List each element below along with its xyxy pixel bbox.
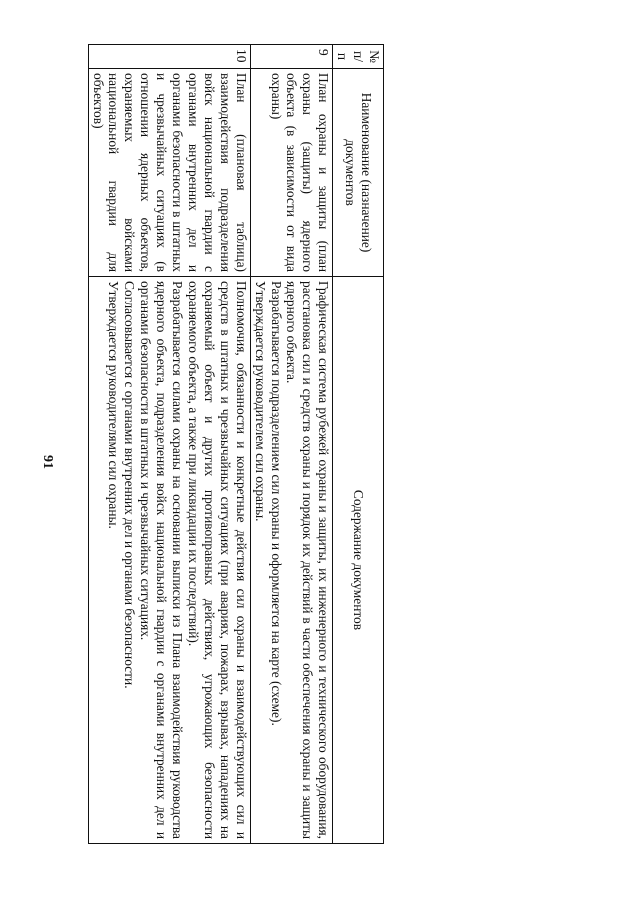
content-paragraph: Утверждается руководителем сил охраны.	[252, 281, 268, 522]
content-paragraph: Разрабатывается силами охраны на основании выписки из Плана взаимодействия руководства ядерного объекта, подразделения войск национальной гвардии с органами внутренних дел и органами безопасности в штатных и чрезвычайных ситуациях.	[138, 281, 186, 839]
document-name: План охраны и защиты (план охраны (защиты) ядерного объекта (в зависимости от вида охраны)	[250, 69, 333, 277]
page-number: 91	[40, 455, 55, 469]
content-paragraph: Графическая система рубежей охраны и защиты, их инженерного и технического оборудования, расстановка сил и средств охраны и порядок их действий в части обеспечения охраны и защиты ядерного объекта.	[284, 281, 332, 839]
header-content: Содержание документов	[333, 277, 384, 844]
content-paragraph: Разрабатывается подразделением сил охраны и оформляется на карте (схеме).	[268, 281, 284, 726]
content-paragraph: Согласовывается с органами внутренних дел и органами безопасности.	[122, 281, 138, 689]
documents-table	[88, 44, 384, 844]
content-paragraph: Утверждается руководителями сил охраны.	[106, 281, 122, 529]
document-content	[88, 277, 250, 844]
header-num: № п/п	[333, 45, 384, 69]
table-row	[88, 45, 250, 844]
row-number: 10	[88, 45, 250, 69]
rotated-document-table-sheet	[90, 44, 384, 844]
content-paragraph: Полномочия, обязанности и конкретные действия сил охраны и взаимодействующих сил и средств в штатных и чрезвычайных ситуациях (при авариях, пожарах, взрывах, нападениях на охраняемый объект и других противоправных действиях, угрожающих безопасности охраняемого объекта, а также при ликвидации их последствий).	[186, 281, 249, 839]
table-row	[250, 45, 333, 844]
document-name: План (плановая таблица) взаимодействия подразделения войск национальной гвардии с органами внутренних дел и органами безопасности в штатных и чрезвычайных ситуациях (в отношении ядерных объектов, охраняемых войсками национальной гвардии для объектов)	[88, 69, 250, 277]
row-number: 9	[250, 45, 333, 69]
header-name: Наименование (назначение) документов	[333, 69, 384, 277]
document-content	[250, 277, 333, 844]
table-header-row	[333, 45, 384, 844]
